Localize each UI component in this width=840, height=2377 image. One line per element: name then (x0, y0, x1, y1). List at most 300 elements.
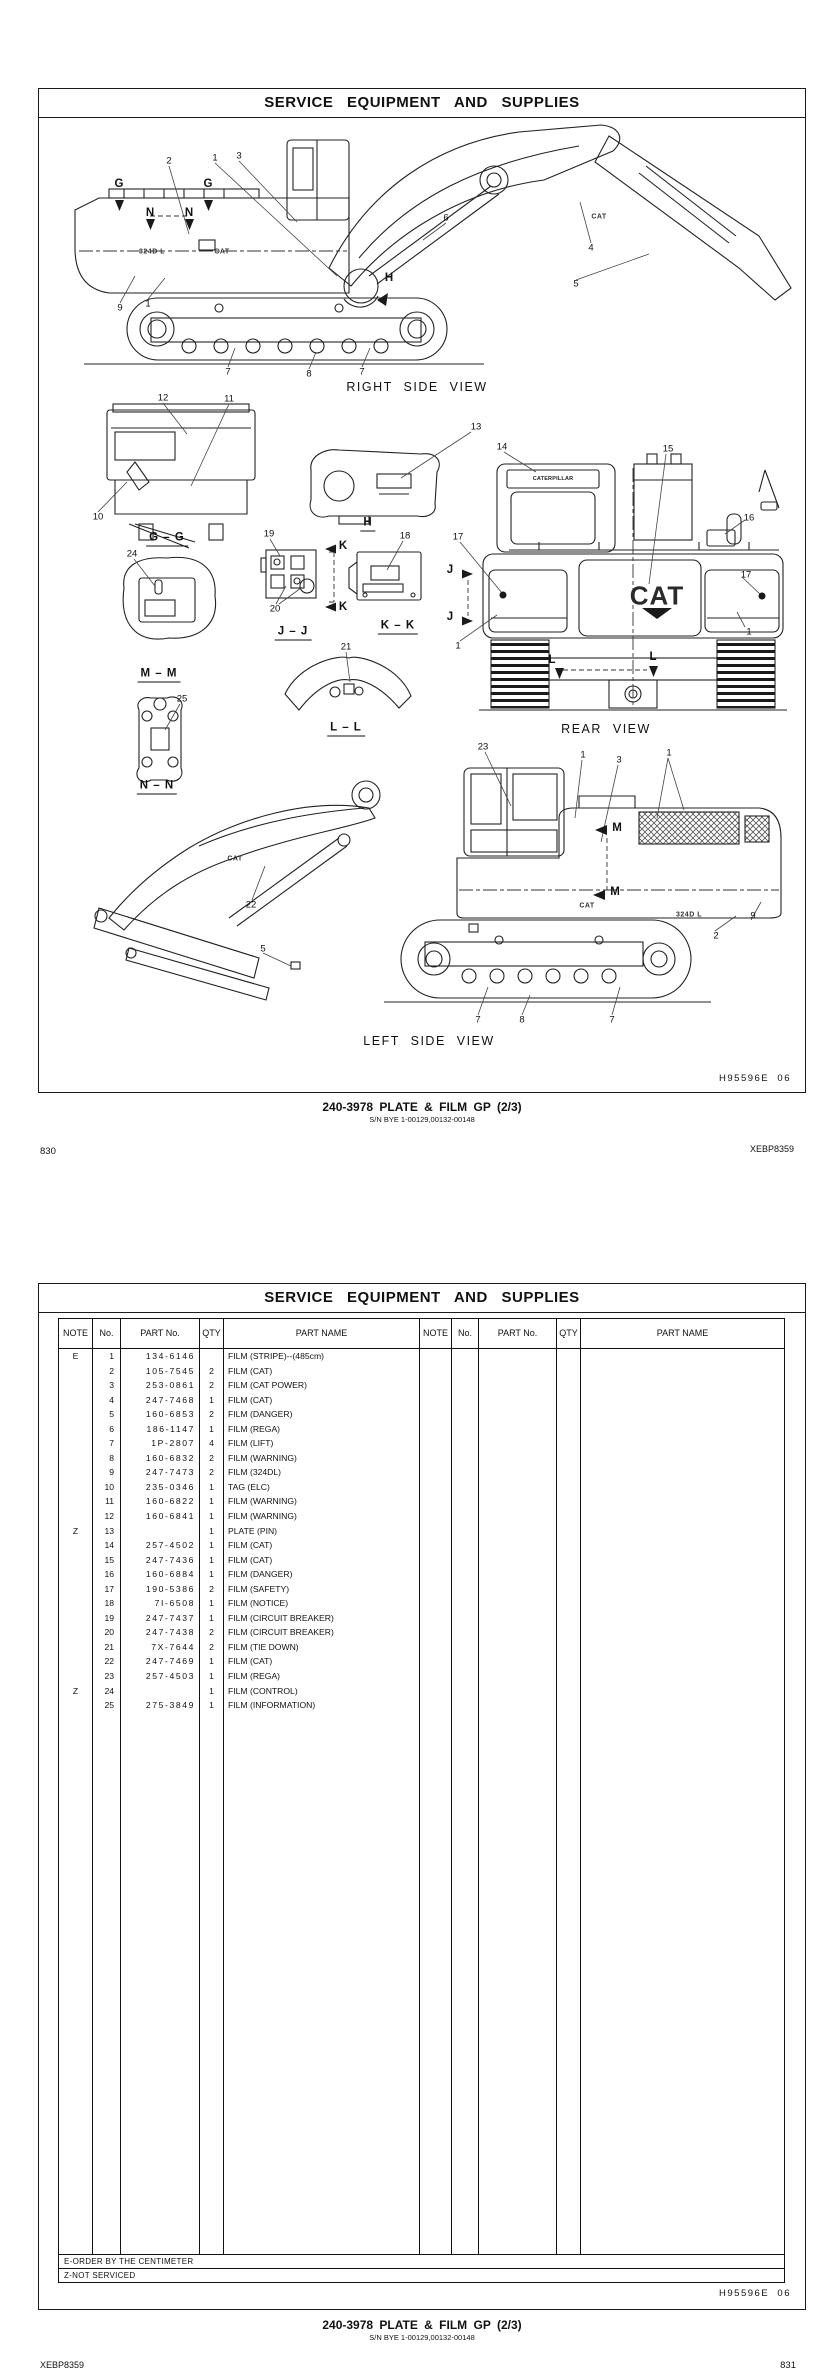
callout-number: 11 (224, 393, 234, 405)
decal-text: 324D L (139, 248, 165, 256)
table-cell (581, 1378, 784, 1393)
table-cell (557, 1465, 580, 1480)
table-cell (452, 1451, 478, 1466)
table-cell: 18 (104, 1598, 114, 1609)
table-column-part (121, 1349, 200, 2254)
decal-text: CAT (591, 213, 607, 221)
table-cell: 160-6853 (145, 1409, 195, 1420)
callout-number: 7 (609, 1014, 615, 1026)
doc-title: 240-3978 PLATE & FILM GP (2/3) (322, 2318, 522, 2332)
table-cell (420, 1349, 451, 1364)
table-cell (200, 1349, 223, 1364)
table-cell (581, 1465, 784, 1480)
table-cell: 6 (109, 1423, 114, 1434)
callout-number: 5 (260, 943, 266, 955)
callout-number: 7 (475, 1014, 481, 1026)
table-cell: 190-5386 (145, 1583, 195, 1594)
callout-number: 20 (269, 603, 281, 615)
table-cell: 1 (209, 1598, 214, 1609)
page-number: 830 (40, 1146, 56, 1157)
table-cell: 2 (209, 1641, 214, 1652)
table-cell: 2 (209, 1627, 214, 1638)
callout-number: 6 (443, 212, 449, 224)
table-cell (452, 1596, 478, 1611)
table-cell (581, 1364, 784, 1379)
table-column-qty (200, 1349, 224, 2254)
table-cell: 160-6822 (145, 1496, 195, 1507)
view-title: REAR VIEW (561, 722, 651, 736)
table-cell (420, 1494, 451, 1509)
table-cell (479, 1596, 556, 1611)
callout-number: 17 (740, 569, 752, 581)
section-label: J – J (275, 626, 312, 641)
callout-number: 2 (166, 155, 172, 167)
table-cell (420, 1436, 451, 1451)
table-cell (420, 1451, 451, 1466)
table-cell: 2 (209, 1365, 214, 1376)
table-cell (59, 1582, 92, 1597)
table-cell: 247-7437 (145, 1612, 195, 1623)
callout-number: 3 (236, 150, 242, 162)
decal-text: CATERPILLAR (532, 476, 574, 482)
table-cell (59, 1407, 92, 1422)
table-cell: 4 (209, 1438, 214, 1449)
callout-number: N (184, 207, 194, 219)
table-cell (581, 1422, 784, 1437)
table-cell (420, 1611, 451, 1626)
col-header-qty: QTY (557, 1319, 581, 1348)
table-cell: FILM (SAFETY) (228, 1583, 290, 1594)
callout-number: G (203, 178, 213, 190)
table-cell: 2 (109, 1365, 114, 1376)
table-cell (452, 1422, 478, 1437)
table-cell (557, 1654, 580, 1669)
table-cell (581, 1640, 784, 1655)
table-cell (420, 1625, 451, 1640)
section-label: G – G (146, 532, 188, 547)
callout-number: 3 (616, 754, 622, 766)
decal-text: CAT (214, 248, 230, 256)
table-column-no (93, 1349, 121, 2254)
table-cell (420, 1698, 451, 1713)
table-cell (59, 1698, 92, 1713)
table-cell: FILM (WARNING) (228, 1452, 297, 1463)
decal-text: CAT (227, 855, 243, 863)
callout-number: 1 (666, 747, 672, 759)
table-cell (557, 1698, 580, 1713)
col-header-part: PART No. (121, 1319, 200, 1348)
decal-text: 324D L (676, 911, 702, 919)
table-cell: 1 (209, 1540, 214, 1551)
table-cell (452, 1465, 478, 1480)
table-cell (452, 1393, 478, 1408)
table-cell (59, 1393, 92, 1408)
view-title: RIGHT SIDE VIEW (346, 380, 488, 394)
table-cell: 257-4502 (145, 1540, 195, 1551)
callout-number: N (145, 207, 155, 219)
table-cell (557, 1407, 580, 1422)
table-note-z: Z-NOT SERVICED (59, 2268, 784, 2282)
callout-number: 8 (519, 1014, 525, 1026)
table-cell (420, 1364, 451, 1379)
col-header-name: PART NAME (224, 1319, 420, 1348)
table-cell: FILM (REGA) (228, 1423, 281, 1434)
decal-text: CAT (579, 902, 595, 910)
table-cell: FILM (INFORMATION) (228, 1700, 316, 1711)
table-cell (420, 1567, 451, 1582)
table-cell: 25 (104, 1700, 114, 1711)
table-cell (557, 1640, 580, 1655)
table-cell: 1 (209, 1481, 214, 1492)
table-cell (420, 1640, 451, 1655)
table-cell (452, 1684, 478, 1699)
table-cell (452, 1669, 478, 1684)
table-cell (59, 1553, 92, 1568)
table-cell: 1 (209, 1554, 214, 1565)
table-cell (479, 1494, 556, 1509)
table-cell: 2 (209, 1452, 214, 1463)
table-cell: 11 (105, 1496, 114, 1507)
table-cell (581, 1538, 784, 1553)
section-label: M – M (138, 668, 181, 683)
table-cell (452, 1611, 478, 1626)
table-cell (557, 1422, 580, 1437)
table-column-name2 (581, 1349, 784, 2254)
table-cell (581, 1349, 784, 1364)
table-cell (479, 1538, 556, 1553)
table-cell: Z (72, 1525, 79, 1536)
table-cell (557, 1494, 580, 1509)
table-cell (557, 1625, 580, 1640)
table-cell: 247-7469 (145, 1656, 195, 1667)
table-cell (479, 1669, 556, 1684)
table-cell (59, 1669, 92, 1684)
table-cell: FILM (WARNING) (228, 1511, 297, 1522)
table-cell: 4 (109, 1394, 114, 1405)
table-cell: FILM (CAT) (228, 1554, 273, 1565)
table-cell (557, 1611, 580, 1626)
table-cell: 2 (209, 1467, 214, 1478)
table-cell (420, 1509, 451, 1524)
table-cell (479, 1684, 556, 1699)
callout-number: 7 (225, 366, 231, 378)
table-cell: 20 (104, 1627, 114, 1638)
table-cell (581, 1524, 784, 1539)
table-cell: 247-7438 (145, 1627, 195, 1638)
table-cell: 19 (104, 1612, 114, 1623)
table-cell (581, 1451, 784, 1466)
section-label: N – N (137, 780, 177, 795)
table-cell (420, 1654, 451, 1669)
page-title: SERVICE EQUIPMENT AND SUPPLIES (39, 89, 805, 118)
table-cell (557, 1509, 580, 1524)
table-cell (420, 1407, 451, 1422)
table-cell (557, 1524, 580, 1539)
table-cell: FILM (DANGER) (228, 1409, 293, 1420)
table-cell (420, 1480, 451, 1495)
callout-number: 1 (145, 298, 151, 310)
table-cell (557, 1684, 580, 1699)
table-cell (557, 1349, 580, 1364)
table-cell: 105-7545 (145, 1365, 195, 1376)
table-cell: 1 (209, 1423, 214, 1434)
col-header-note: NOTE (59, 1319, 93, 1348)
table-cell: FILM (NOTICE) (228, 1598, 289, 1609)
form-code: XEBP8359 (749, 1144, 794, 1154)
table-cell (479, 1553, 556, 1568)
table-cell (452, 1480, 478, 1495)
table-cell (420, 1465, 451, 1480)
table-body (59, 1349, 784, 2254)
table-cell: TAG (ELC) (228, 1481, 270, 1492)
section-label: L – L (327, 722, 365, 737)
callout-number: 19 (263, 528, 275, 540)
callout-number: 9 (117, 302, 123, 314)
table-cell (452, 1654, 478, 1669)
callout-number: 5 (573, 278, 579, 290)
table-cell (581, 1654, 784, 1669)
table-cell: FILM (CIRCUIT BREAKER) (228, 1612, 334, 1623)
table-cell: 1 (209, 1496, 214, 1507)
callout-number: K (338, 540, 348, 552)
table-cell (581, 1698, 784, 1713)
callout-number: 1 (580, 749, 586, 761)
table-cell (420, 1582, 451, 1597)
table-cell: FILM (CONTROL) (228, 1685, 298, 1696)
table-column-note2 (420, 1349, 452, 2254)
table-cell (452, 1553, 478, 1568)
parts-table (58, 1318, 785, 2283)
table-cell: PLATE (PIN) (228, 1525, 278, 1536)
table-cell: Z (72, 1685, 79, 1696)
table-cell (581, 1436, 784, 1451)
callout-number: 8 (306, 368, 312, 380)
table-cell: 1 (209, 1612, 214, 1623)
table-cell (59, 1494, 92, 1509)
callout-number: 9 (750, 910, 756, 922)
table-cell: 247-7468 (145, 1394, 195, 1405)
callout-number: 12 (157, 392, 169, 404)
table-column-no2 (452, 1349, 479, 2254)
table-cell (59, 1436, 92, 1451)
table-cell (479, 1422, 556, 1437)
table-cell (557, 1393, 580, 1408)
table-cell: 247-7436 (145, 1554, 195, 1565)
table-cell (420, 1524, 451, 1539)
table-column-part2 (479, 1349, 557, 2254)
table-cell (420, 1378, 451, 1393)
table-cell (479, 1349, 556, 1364)
table-cell: 1 (209, 1671, 214, 1682)
col-header-qty: QTY (200, 1319, 224, 1348)
table-column-note (59, 1349, 93, 2254)
callout-number: 7 (359, 366, 365, 378)
table-cell: 12 (104, 1511, 114, 1522)
table-cell (420, 1684, 451, 1699)
table-cell: 1 (209, 1700, 214, 1711)
table-cell: 2 (209, 1409, 214, 1420)
callout-number: 1 (455, 640, 461, 652)
table-cell (420, 1669, 451, 1684)
table-cell: 7X-7644 (151, 1641, 195, 1652)
callout-number: L (548, 654, 556, 666)
table-cell (557, 1480, 580, 1495)
table-cell: 17 (104, 1583, 114, 1594)
table-cell (59, 1451, 92, 1466)
section-label: K – K (378, 620, 418, 635)
table-cell: 22 (104, 1656, 114, 1667)
table-cell: 15 (104, 1554, 114, 1565)
table-cell: 7 (109, 1438, 114, 1449)
callout-number: M (610, 886, 620, 898)
table-cell: 275-3849 (145, 1700, 195, 1711)
table-cell (557, 1582, 580, 1597)
table-cell (479, 1480, 556, 1495)
callout-number: 14 (496, 441, 508, 453)
table-cell: 257-4503 (145, 1671, 195, 1682)
table-cell (479, 1451, 556, 1466)
table-cell (452, 1494, 478, 1509)
table-cell (121, 1684, 199, 1699)
table-cell: 160-6832 (145, 1452, 195, 1463)
table-cell (452, 1524, 478, 1539)
table-cell (581, 1509, 784, 1524)
callout-number: 10 (92, 511, 104, 523)
plate-code: H95596E 06 (719, 1073, 791, 1084)
table-cell (59, 1509, 92, 1524)
table-cell (479, 1465, 556, 1480)
table-cell (557, 1567, 580, 1582)
table-cell (59, 1611, 92, 1626)
col-header-name: PART NAME (656, 1328, 709, 1338)
table-cell (452, 1436, 478, 1451)
callout-number: 1 (212, 152, 218, 164)
page-number: 831 (780, 2360, 796, 2371)
table-cell: FILM (CAT) (228, 1540, 273, 1551)
table-cell (557, 1669, 580, 1684)
table-cell: FILM (STRIPE)--(485cm) (228, 1351, 324, 1361)
callout-number: 1 (746, 626, 752, 638)
callout-number: H (384, 272, 394, 284)
table-header-row (59, 1319, 784, 1349)
table-cell: 16 (104, 1569, 114, 1580)
table-cell: 2 (209, 1583, 214, 1594)
table-cell (581, 1553, 784, 1568)
table-cell: FILM (324DL) (228, 1467, 282, 1478)
table-cell: 253-0861 (145, 1380, 195, 1391)
table-cell: FILM (REGA) (228, 1671, 281, 1682)
table-cell (59, 1422, 92, 1437)
table-cell: 1 (209, 1525, 214, 1536)
table-cell: FILM (CAT) (228, 1365, 273, 1376)
callout-number: G (114, 178, 124, 190)
table-cell (557, 1378, 580, 1393)
table-cell: 1P-2807 (151, 1438, 195, 1449)
table-cell: 10 (104, 1481, 114, 1492)
table-cell: 3 (109, 1380, 114, 1391)
table-cell (452, 1698, 478, 1713)
table-cell (479, 1582, 556, 1597)
diagram-artwork (39, 118, 804, 1091)
decal-text: CAT (629, 580, 685, 611)
callout-number: 13 (470, 421, 482, 433)
page-title: SERVICE EQUIPMENT AND SUPPLIES (39, 1284, 805, 1313)
callout-number: L (649, 651, 657, 663)
table-cell (581, 1494, 784, 1509)
table-cell (581, 1582, 784, 1597)
callout-number: J (446, 564, 454, 576)
table-column-name (224, 1349, 420, 2254)
table-cell (479, 1698, 556, 1713)
table-cell (557, 1596, 580, 1611)
table-cell: 24 (104, 1685, 114, 1696)
doc-serial: S/N BYE 1-00129,00132-00148 (369, 2333, 475, 2342)
callout-number: 24 (126, 548, 138, 560)
table-cell (479, 1393, 556, 1408)
table-cell (59, 1364, 92, 1379)
table-cell (59, 1640, 92, 1655)
table-cell (479, 1364, 556, 1379)
table-cell: 23 (104, 1671, 114, 1682)
table-cell: 160-6841 (145, 1511, 195, 1522)
table-cell: 2 (209, 1380, 214, 1391)
table-cell: 9 (109, 1467, 114, 1478)
callout-number: K (338, 601, 348, 613)
table-cell: 1 (109, 1351, 114, 1361)
table-cell (581, 1596, 784, 1611)
table-cell (479, 1524, 556, 1539)
callout-number: J (446, 611, 454, 623)
table-cell (59, 1625, 92, 1640)
callout-number: 22 (245, 899, 257, 911)
table-cell: 247-7473 (145, 1467, 195, 1478)
table-cell (121, 1524, 199, 1539)
table-cell (479, 1567, 556, 1582)
table-cell (479, 1378, 556, 1393)
table-cell (581, 1407, 784, 1422)
callout-number: 4 (588, 242, 594, 254)
table-cell (59, 1465, 92, 1480)
table-cell (452, 1378, 478, 1393)
view-title: LEFT SIDE VIEW (363, 1034, 495, 1048)
table-cell (452, 1349, 478, 1364)
table-area (39, 1313, 805, 2307)
table-cell (452, 1625, 478, 1640)
table-cell (420, 1538, 451, 1553)
table-cell (479, 1640, 556, 1655)
callout-number: 25 (176, 693, 188, 705)
table-cell (581, 1669, 784, 1684)
table-cell: 1 (209, 1656, 214, 1667)
table-cell: 13 (104, 1525, 114, 1536)
col-header-note: NOTE (420, 1319, 452, 1348)
callout-number: 2 (713, 930, 719, 942)
table-cell: 1 (209, 1685, 214, 1696)
doc-title: 240-3978 PLATE & FILM GP (2/3) (322, 1100, 522, 1114)
table-cell (557, 1538, 580, 1553)
table-cell (479, 1654, 556, 1669)
table-cell (581, 1684, 784, 1699)
diagram-canvas (39, 118, 805, 1091)
table-cell (581, 1480, 784, 1495)
callout-number: 15 (662, 443, 674, 455)
table-cell (557, 1553, 580, 1568)
table-cell (581, 1611, 784, 1626)
table-note-e: E-ORDER BY THE CENTIMETER (59, 2254, 784, 2268)
table-column-qty2 (557, 1349, 581, 2254)
table-cell (479, 1611, 556, 1626)
table-cell (479, 1407, 556, 1422)
